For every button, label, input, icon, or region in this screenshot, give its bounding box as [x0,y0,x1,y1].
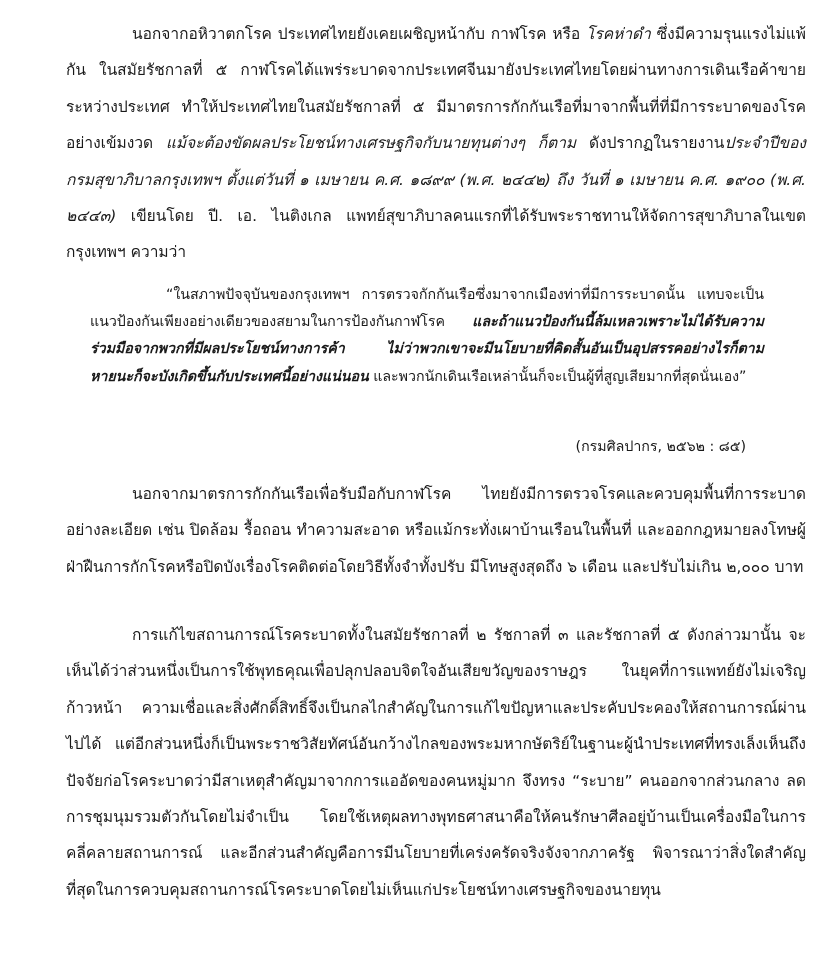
paragraph-1-text-b: ซึ่งมีความรุนแรงไม่แพ้กัน ในสมัยรัชกาลที่ ๕ กาฬโรคได้แพร่ระบาดจากประเทศจีนมายังประเทศไทยโดยผ่านทางการเดินเรือค้าขายระหว่างประเทศ ทำให้ประเทศไทยในสมัยรัชกาลที่ ๕ มีมาตรการกักกันเรือที่มาจากพื้นที่ที่มีการระบาดของโรคอย่างเข้มงวด [66,25,806,153]
paragraph-1-italic-disease-name: โรคห่าดำ [586,25,651,43]
paragraph-1-text-c: ดังปรากฏในรายงาน [576,134,725,153]
block-quote [90,282,764,391]
quote-bold-italic-text: และถ้าแนวป้องกันนี้ล้มเหลวเพราะไม่ได้รับความร่วมมือจากพวกที่มีผลประโยชน์ทางการค้า ไม่ว่าพวกเขาจะมีนโยบายที่คิดสั้นอันเป็นอุปสรรคอย่างไรก็ตาม หายนะก็จะบังเกิดขึ้นกับประเทศนี้อย่างแน่นอน [90,314,764,385]
quote-citation: (กรมศิลปากร, ๒๕๖๒ : ๘๕) [575,439,746,455]
paragraph-1-text-d: เขียนโดย ปี. เอ. ไนติงเกล แพทย์สุขาภิบาลคนแรกที่ได้รับพระราชทานให้จัดการสุขาภิบาลในเขตกรุงเทพฯ ความว่า [66,207,806,262]
paragraph-epidemic-analysis: การแก้ไขสถานการณ์โรคระบาดทั้งในสมัยรัชกาลที่ ๒ รัชกาลที่ ๓ และรัชกาลที่ ๕ ดังกล่าวมานั้น จะเห็นได้ว่าส่วนหนึ่งเป็นการใช้พุทธคุณเพื่อปลุกปลอบจิตใจอันเสียขวัญของราษฎร ในยุคที่การแพทย์ยังไม่เจริญก้าวหน้า ความเชื่อและสิ่งศักดิ์สิทธิ์จึงเป็นกลไกสำคัญในการแก้ไขปัญหาและประคับประคองให้สถานการณ์ผ่านไปได้ แต่อีกส่วนหนึ่งก็เป็นพระราชวิสัยทัศน์อันกว้างไกลของพระมหากษัตริย์ในฐานะผู้นำประเทศที่ทรงเล็งเห็นถึงปัจจัยก่อโรคระบาดว่ามีสาเหตุสำคัญมาจากการแออัดของคนหมู่มาก จึงทรง “ระบาย” คนออกจากส่วนกลาง ลดการชุมนุมรวมตัวกันโดยไม่จำเป็น โดยใช้เหตุผลทางพุทธศาสนาคือให้คนรักษาศีลอยู่บ้านเป็นเครื่องมือในการคลี่คลายสถานการณ์ และอีกส่วนสำคัญคือการมีนโยบายที่เคร่งครัดจริงจังจากภาครัฐ พิจารณาว่าสิ่งใดสำคัญที่สุดในการควบคุมสถานการณ์โรคระบาดโดยไม่เห็นแก่ประโยชน์ทางเศรษฐกิจของนายทุน [66,626,806,899]
paragraph-1-italic-economic-note: แม้จะต้องขัดผลประโยชน์ทางเศรษฐกิจกับนายทุนต่างๆ ก็ตาม [165,134,577,153]
quote-text-b: และพวกนักเดินเรือเหล่านั้นก็จะเป็นผู้ที่สูญเสียมากที่สุดนั่นเอง” [368,368,747,385]
paragraph-1-italic-report-title: ประจำปีของกรมสุขาภิบาลกรุงเทพฯ ตั้งแต่วันที่ ๑ เมษายน ค.ศ. ๑๘๙๙ (พ.ศ. ๒๔๔๒) ถึง วันที่ ๑ เมษายน ค.ศ. ๑๙๐๐ (พ.ศ. ๒๔๔๓) [66,134,806,226]
paragraph-quarantine-measures: นอกจากมาตรการกักกันเรือเพื่อรับมือกับกาฬโรค ไทยยังมีการตรวจโรคและควบคุมพื้นที่การระบาดอย่างละเอียด เช่น ปิดล้อม รื้อถอน ทำความสะอาด หรือแม้กระทั่งเผาบ้านเรือนในพื้นที่ และออกกฎหมายลงโทษผู้ฝ่าฝืนการกักโรคหรือปิดบังเรื่องโรคติดต่อโดยวิธีทั้งจำทั้งปรับ มีโทษสูงสุดถึง ๖ เดือน และปรับไม่เกิน ๒,๐๐๐ บาท [66,485,806,576]
paragraph-1-text-a: นอกจากอหิวาตกโรค ประเทศไทยยังเคยเผชิญหน้ากับ กาฬโรค หรือ [132,25,587,43]
paragraph-plague-intro [66,16,806,271]
quote-text-a: “ในสภาพปัจจุบันของกรุงเทพฯ การตรวจกักกันเรือซึ่งมาจากเมืองท่าที่มีการระบาดนั้น แทบจะเป็นแนวป้องกันเพียงอย่างเดียวของสยามในการป้องกันกาฬโรค [90,287,764,331]
